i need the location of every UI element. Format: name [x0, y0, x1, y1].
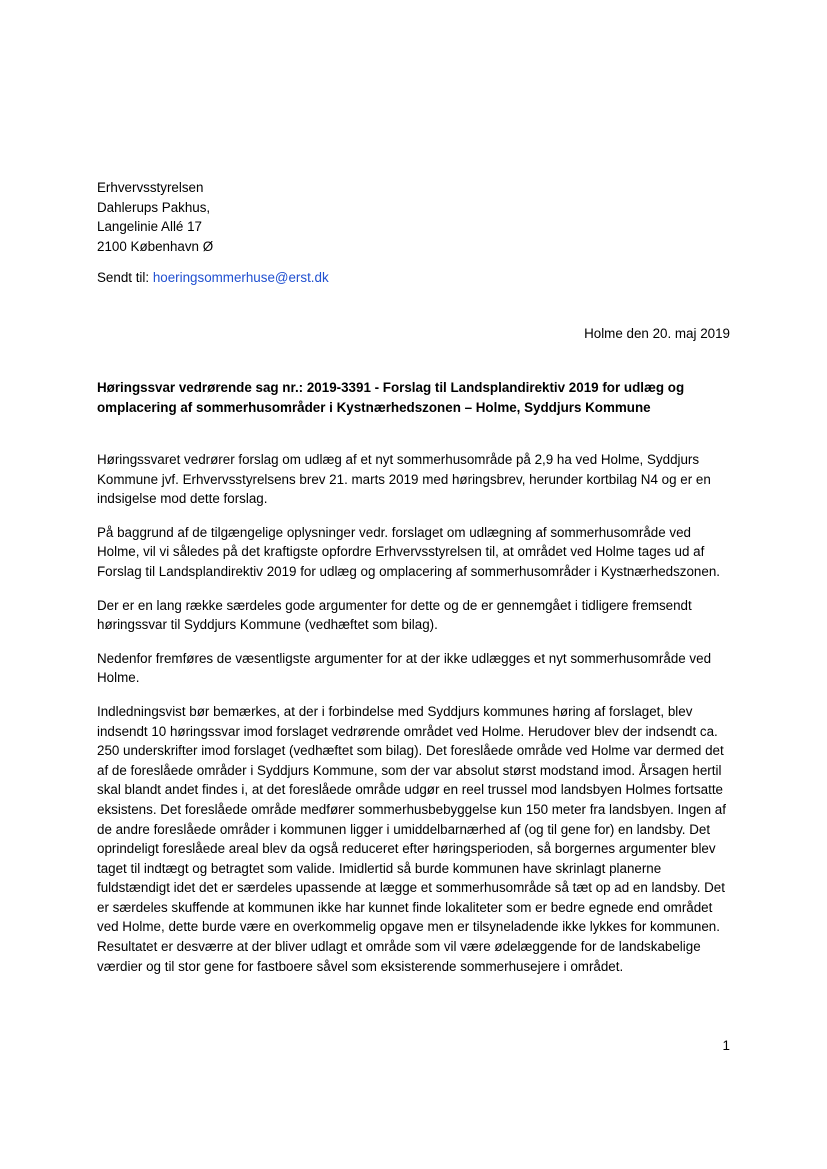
date-line: Holme den 20. maj 2019	[584, 326, 730, 341]
paragraph: Høringssvaret vedrører forslag om udlæg af et nyt sommerhusområde på 2,9 ha ved Holme, Syddjurs Kommune jvf. Erhvervsstyrelsens brev 21. marts 2019 med høringsbrev, herunder kortbilag N4 og er en indsigelse mod dette forslag.	[97, 452, 711, 507]
paragraph: Nedenfor fremføres de væsentligste argumenter for at der ikke udlægges et nyt sommerhusområde ved Holme.	[97, 650, 712, 686]
email-link[interactable]: hoeringsommerhuse@erst.dk	[152, 270, 329, 285]
subject-heading: Høringssvar vedrørende sag nr.: 2019-3391 - Forslag til Landsplandirektiv 2019 for udlæg og omplacering af sommerhusområder i Kystnærhedszonen – Holme, Syddjurs Kommune	[97, 380, 685, 415]
paragraph: Indledningsvist bør bemærkes, at der i forbindelse med Syddjurs kommunes høring af forslaget, blev indsendt 10 høringssvar imod forslaget vedrørende området ved Holme. Herudover blev der indsendt ca. 250 underskrifter imod forslaget (vedhæftet som bilag). Det foreslåede område ved Holme var dermed det af de foreslåede områder i Syddjurs Kommune, som der var absolut størst modstand imod. Årsagen hertil skal blandt andet findes i, at det foreslåede område udgør en reel trussel mod landsbyen Holmes fortsatte eksistens. Det foreslåede område medfører sommerhusbebyggelse kun 150 meter fra landsbyen. Ingen af de andre foreslåede områder i kommunen ligger i umiddelbarnærhed af (og til gene for) en landsby. Det oprindeligt foreslåede areal blev da også reduceret efter høringsperioden, så borgernes argumenter blev taget til indtægt og betragtet som valide. Imidlertid så burde kommunen have skrinlagt planerne fuldstændigt idet det er særdeles upassende at lægge et sommerhusområde så tæt op ad en landsby. Det er særdeles skuffende at kommunen ikke har kunnet finde lokaliteter som er bedre egnede end området ved Holme, dette burde være en overkommelig opgave men er tilsyneladende ikke lykkes for kommunen. Resultatet er desværre at der bliver udlagt et område som vil være ødelæggende for de landskabelige værdier og til stor gene for fastboere såvel som eksisterende sommerhusejere i området.	[97, 703, 726, 974]
page-number: 1	[722, 1038, 730, 1053]
sent-to-label: Sendt til:	[97, 270, 153, 285]
paragraph: På baggrund af de tilgængelige oplysninger vedr. forslaget om udlægning af sommerhusområde ved Holme, vil vi således på det kraftigste opfordre Erhvervsstyrelsen til, at området ved Holme tages ud af Forslag til Landsplandirektiv 2019 for udlæg og omplacering af sommerhusområder i Kystnærhedszonen.	[97, 524, 720, 579]
letter-body	[97, 450, 737, 996]
address-line: Erhvervsstyrelsen	[97, 180, 204, 195]
sent-to-line	[97, 268, 329, 288]
paragraph: Der er en lang række særdeles gode argumenter for dette og de er gennemgået i tidligere fremsendt høringssvar til Syddjurs Kommune (vedhæftet som bilag).	[97, 597, 692, 633]
recipient-address	[97, 178, 213, 256]
address-line: Dahlerups Pakhus,	[97, 199, 211, 215]
address-line: 2100 København Ø	[97, 238, 214, 254]
address-line: Langelinie Allé 17	[97, 219, 202, 234]
